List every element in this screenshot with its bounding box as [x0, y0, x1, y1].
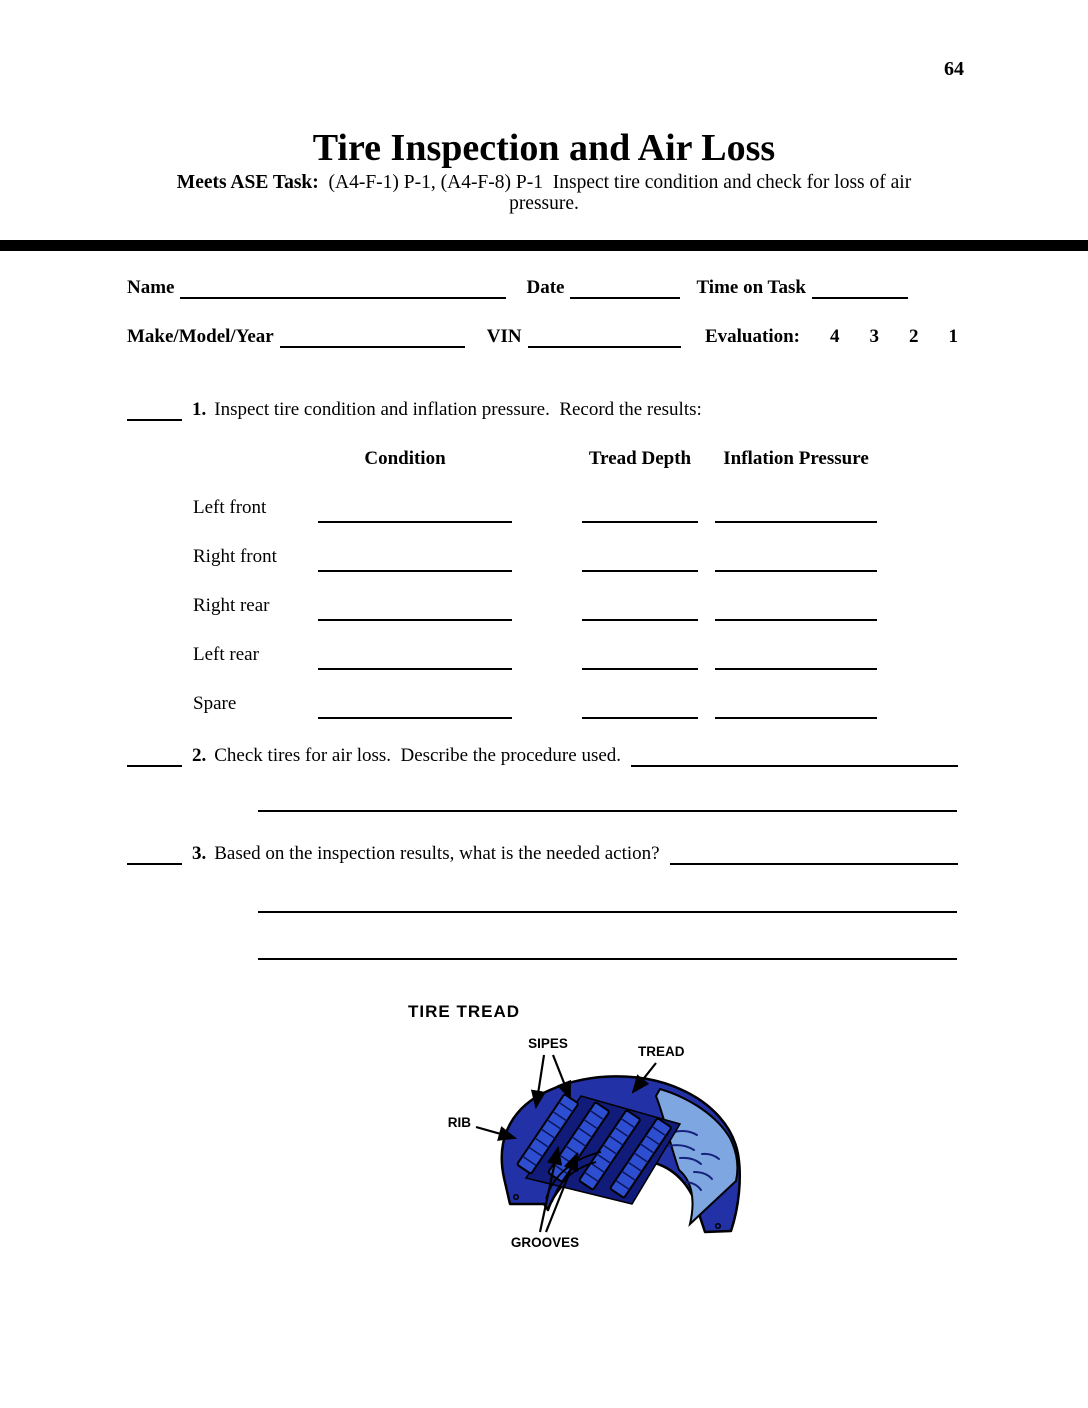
task-2-grade-blank[interactable]	[127, 744, 182, 767]
table-row-left-rear	[127, 625, 958, 674]
inflation-pressure-field[interactable]	[715, 717, 877, 719]
inflation-pressure-field[interactable]	[715, 570, 877, 572]
name-field[interactable]	[180, 276, 506, 299]
worksheet-header	[0, 126, 1088, 214]
task-3-answer-line-3[interactable]	[258, 958, 957, 960]
page-title: Tire Inspection and Air Loss	[312, 127, 776, 169]
inflation-pressure-field[interactable]	[715, 668, 877, 670]
task-3-number: 3.	[192, 843, 207, 864]
page-number: 64	[944, 58, 964, 80]
condition-field[interactable]	[318, 521, 512, 523]
tire-tread-illustration	[338, 986, 770, 1276]
evaluation-score-2[interactable]: 2	[909, 326, 919, 347]
task-3-grade-blank[interactable]	[127, 842, 182, 865]
grooves-label: GROOVES	[510, 1235, 580, 1250]
tire-position-label: Left front	[193, 497, 267, 518]
condition-field[interactable]	[318, 668, 512, 670]
inflation-pressure-field[interactable]	[715, 619, 877, 621]
tire-table-body	[127, 478, 958, 723]
tread-depth-field[interactable]	[582, 668, 698, 670]
tread-depth-field[interactable]	[582, 717, 698, 719]
evaluation-score-1[interactable]: 1	[948, 326, 958, 347]
header-divider-bar	[0, 240, 1088, 251]
ase-task-label: Meets ASE Task:	[176, 172, 319, 193]
tire-position-label: Spare	[193, 693, 237, 714]
task-3-answer-line-2[interactable]	[258, 911, 957, 913]
rib-label: RIB	[447, 1115, 471, 1130]
condition-field[interactable]	[318, 717, 512, 719]
table-row-right-rear	[127, 576, 958, 625]
task-2-number: 2.	[192, 745, 207, 766]
condition-field[interactable]	[318, 570, 512, 572]
diagram-title: TIRE TREAD	[408, 1002, 520, 1021]
evaluation-score-4[interactable]: 4	[830, 326, 840, 347]
task-1-number: 1.	[192, 399, 207, 420]
task-2-text: Check tires for air loss. Describe the procedure used.	[214, 745, 622, 766]
ase-task-text-cont: pressure.	[509, 193, 579, 214]
ase-task-text: (A4-F-1) P-1, (A4-F-8) P-1 Inspect tire condition and check for loss of air	[328, 172, 912, 193]
evaluation-score-3[interactable]: 3	[869, 326, 879, 347]
sipes-label: SIPES	[528, 1036, 568, 1051]
inflation-pressure-field[interactable]	[715, 521, 877, 523]
ase-task-statement	[114, 172, 974, 214]
tire-position-label: Right front	[193, 546, 277, 567]
make-model-year-field[interactable]	[280, 325, 465, 348]
task-3-text: Based on the inspection results, what is the needed action?	[214, 843, 660, 864]
task-3	[127, 842, 958, 865]
task-2	[127, 744, 958, 767]
task-2-answer-line-2[interactable]	[258, 810, 957, 812]
time-on-task-field[interactable]	[812, 276, 908, 299]
vin-label: VIN	[486, 326, 522, 347]
name-label: Name	[127, 277, 175, 298]
make-model-year-label: Make/Model/Year	[127, 326, 274, 347]
task-2-answer-field[interactable]	[631, 744, 958, 767]
date-field[interactable]	[570, 276, 680, 299]
date-label: Date	[526, 277, 565, 298]
table-row-spare	[127, 674, 958, 723]
evaluation-label: Evaluation:	[704, 326, 800, 347]
vehicle-evaluation-row	[127, 325, 958, 348]
task-1	[127, 398, 958, 421]
task-3-answer-field[interactable]	[670, 842, 958, 865]
tire-position-label: Left rear	[193, 644, 259, 665]
task-1-text: Inspect tire condition and inflation pressure. Record the results:	[214, 399, 702, 420]
tread-depth-column-header: Tread Depth	[588, 448, 692, 469]
tire-table-header	[127, 446, 958, 470]
inflation-pressure-column-header: Inflation Pressure	[723, 448, 869, 469]
vin-field[interactable]	[528, 325, 681, 348]
time-on-task-label: Time on Task	[696, 277, 806, 298]
condition-column-header: Condition	[364, 448, 446, 469]
tread-depth-field[interactable]	[582, 619, 698, 621]
tire-tread-diagram	[338, 986, 770, 1276]
tire-position-label: Right rear	[193, 595, 270, 616]
condition-field[interactable]	[318, 619, 512, 621]
table-row-left-front	[127, 478, 958, 527]
task-1-grade-blank[interactable]	[127, 398, 182, 421]
tread-label: TREAD	[638, 1044, 685, 1059]
table-row-right-front	[127, 527, 958, 576]
tread-depth-field[interactable]	[582, 521, 698, 523]
name-date-time-row	[127, 276, 958, 299]
tread-depth-field[interactable]	[582, 570, 698, 572]
